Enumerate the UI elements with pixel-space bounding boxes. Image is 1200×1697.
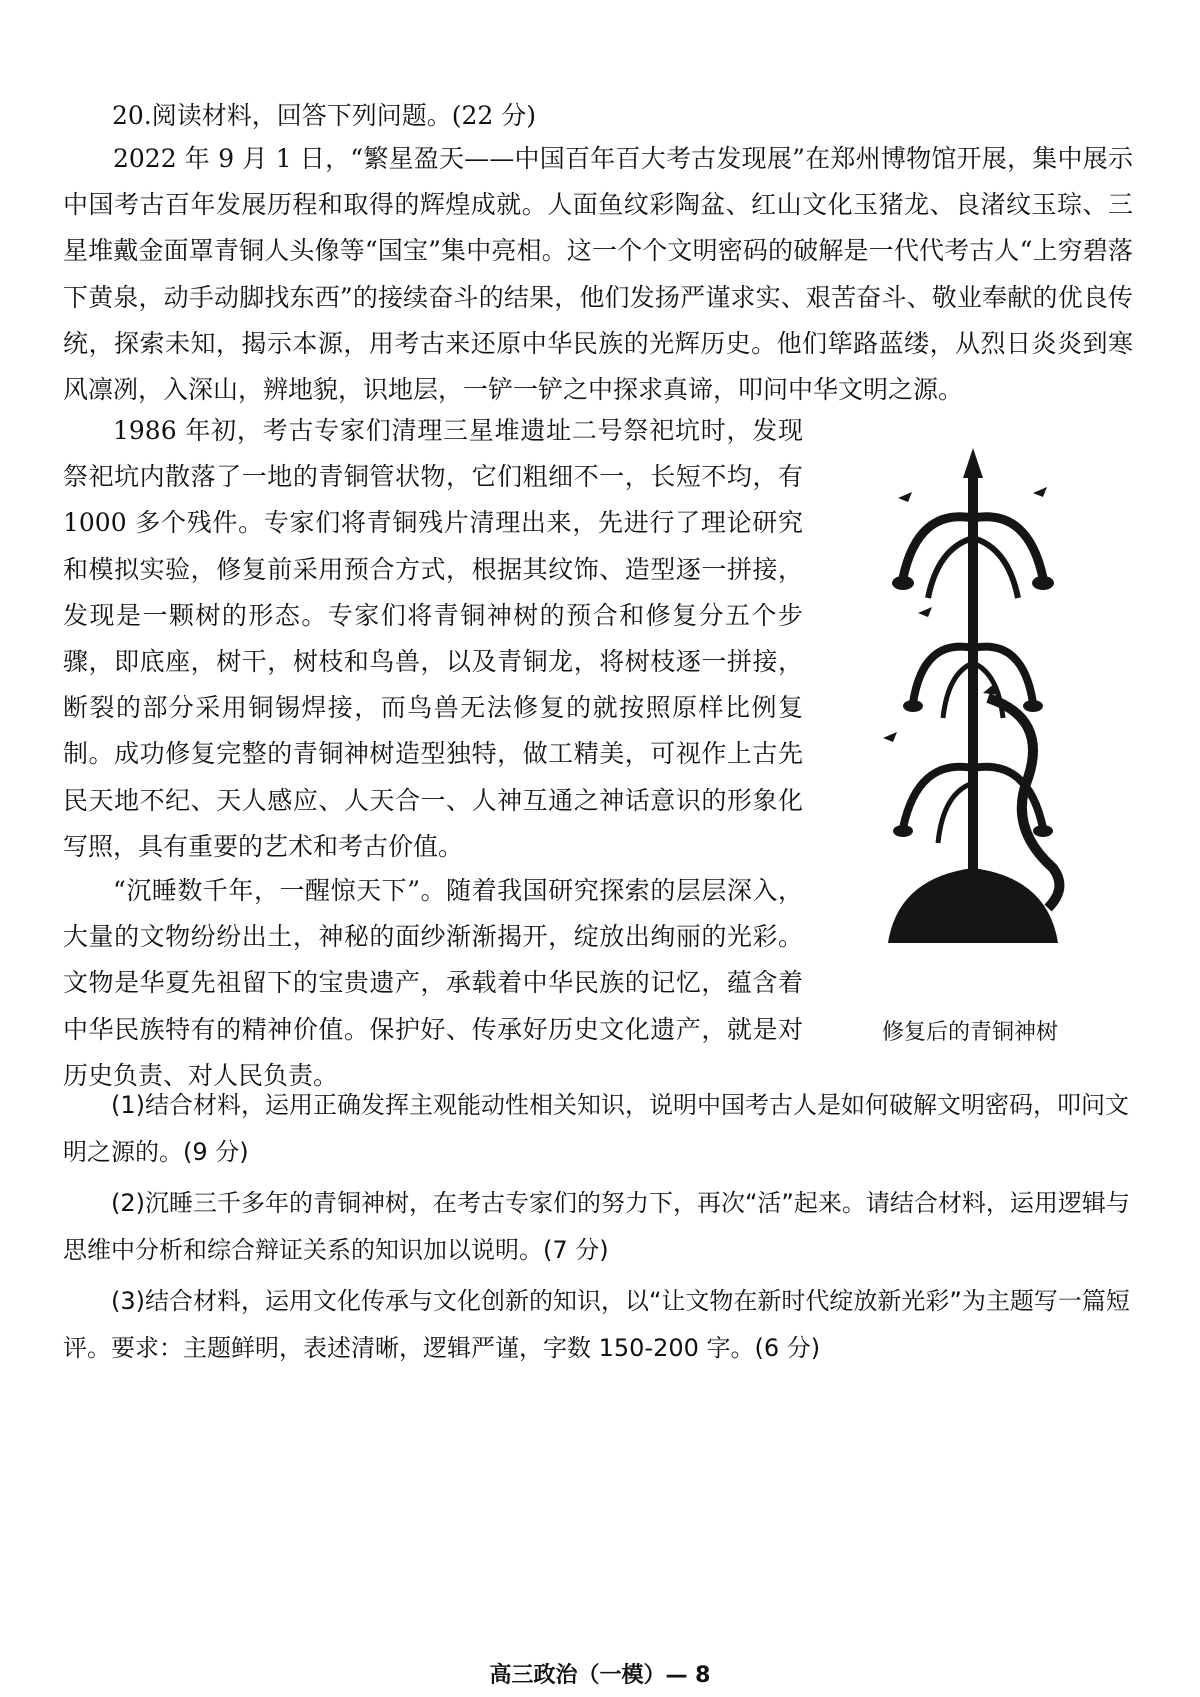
figure-caption: 修复后的青铜神树 — [881, 1020, 1058, 1045]
material-paragraph-2: 1986 年初，考古专家们清理三星堆遗址二号祭祀坑时，发现祭祀坑内散落了一地的青铜管状物，它们粗细不一，长短不均，有 1000 多个残件。专家们将青铜残片清理出来，先进行了理论研究和模拟实验，修复前采用预合方式，根据其纹饰、造型逐一拼接，发现是一颗树的形态。专家们将青铜神树的预合和修复分五个步骤，即底座，树干，树枝和鸟兽，以及青铜龙，将树枝逐一拼接，断裂的部分采用铜锡焊接，而鸟兽无法修复的就按照原样比例复制。成功修复完整的青铜神树造型独特，做工精美，可视作上古先民天地不纪、天人感应、人天合一、人神互通之神话意识的形象化写照，具有重要的艺术和考古价值。 — [63, 416, 803, 861]
sub-question-3: (3)结合材料，运用文化传承与文化创新的知识，以“让文物在新时代绽放新光彩”为主题写一篇短评。要求：主题鲜明，表述清晰，逻辑严谨，字数 150-200 字。(6 分) — [63, 1287, 1130, 1362]
material-paragraph-1: 2022 年 9 月 1 日，“繁星盈天——中国百年百大考古发现展”在郑州博物馆开展，集中展示中国考古百年发展历程和取得的辉煌成就。人面鱼纹彩陶盆、红山文化玉猪龙、良渚纹玉琮、三星堆戴金面罩青铜人头像等“国宝”集中亮相。这一个个文明密码的破解是一代代考古人“上穷碧落下黄泉，动手动脚找东西”的接续奋斗的结果，他们发扬严谨求实、艰苦奋斗、敬业奉献的优良传统，探索未知，揭示本源，用考古来还原中华民族的光辉历史。他们筚路蓝缕，从烈日炎炎到寒风凛冽，入深山，辨地貌，识地层，一铲一铲之中探求真谛，叩问中华文明之源。 — [63, 144, 1133, 405]
bronze-tree-illustration — [858, 448, 1088, 948]
bronze-tree-drawing — [858, 448, 1088, 948]
question-title: 20.阅读材料，回答下列问题。(22 分) — [112, 101, 537, 130]
sub-question-2: (2)沉睡三千多年的青铜神树，在考古专家们的努力下，再次“活”起来。请结合材料，运用逻辑与思维中分析和综合辩证关系的知识加以说明。(7 分) — [63, 1189, 1130, 1264]
page-footer: 高三政治（一模）— 8 — [489, 1663, 711, 1688]
material-paragraph-3: “沉睡数千年，一醒惊天下”。随着我国研究探索的层层深入，大量的文物纷纷出土，神秘的面纱渐渐揭开，绽放出绚丽的光彩。文物是华夏先祖留下的宝贵遗产，承载着中华民族的记忆，蕴含着中华民族特有的精神价值。保护好、传承好历史文化遗产，就是对历史负责、对人民负责。 — [63, 876, 803, 1090]
sub-question-1: (1)结合材料，运用正确发挥主观能动性相关知识，说明中国考古人是如何破解文明密码，叩问文明之源的。(9 分) — [63, 1091, 1129, 1166]
